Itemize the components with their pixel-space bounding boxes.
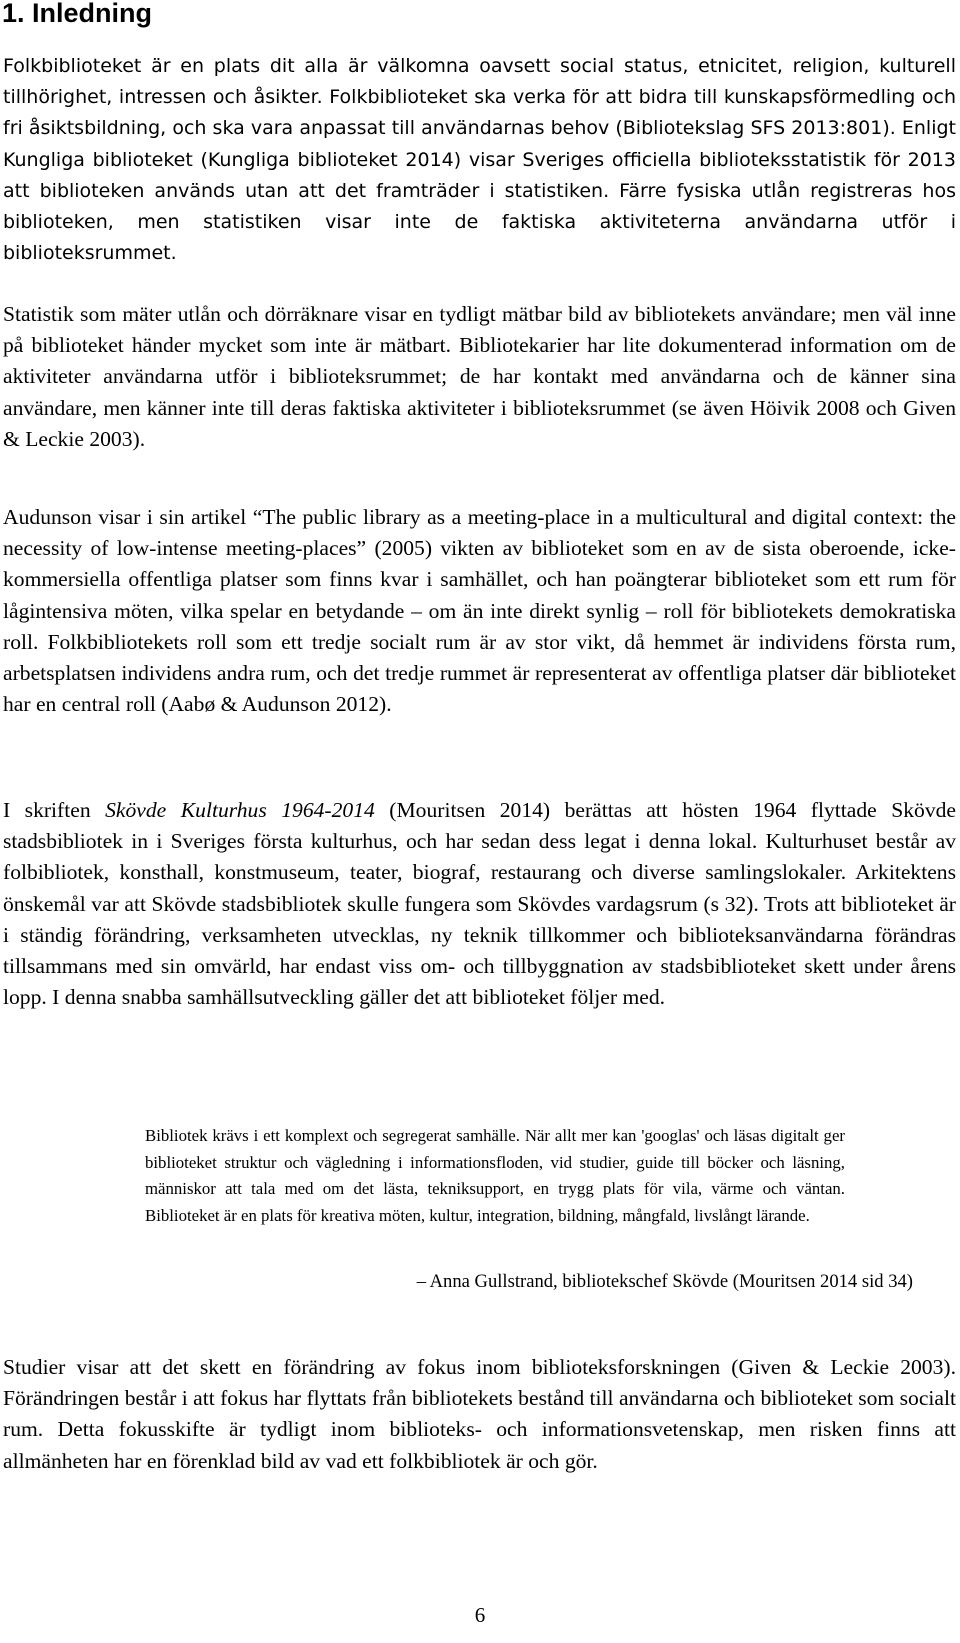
page-number: 6 [474,1603,486,1627]
paragraph-audunson: Audunson visar i sin artikel “The public library as a meeting-place in a multicultural and digital context: the necessity of low-intense meeting-places” (2005) vikten av biblioteket som en av de sista oberoende, icke-kommersiella offentliga platser som finns kvar i samhället, och han poängterar biblioteket som ett rum för lågintensiva möten, vilka spelar en betydande – om än inte direkt synlig – roll för bibliotekets demokratiska roll. Folkbibliotekets roll som ett tredje socialt rum är av stor vikt, då hemmet är individens första rum, arbetsplatsen individens andra rum, och det tredje rummet är representerat av offentliga platser där biblioteket har en central roll (Aabø & Audunson 2012). [3,505,956,717]
paragraph-skovde-lead: I skriften [3,798,106,822]
paragraph-skovde [3,795,956,1013]
paragraph-skovde-body: (Mouritsen 2014) berättas att hösten 1964 flyttade Skövde stadsbibliotek in i Sveriges första kulturhus, och har sedan dess legat i denna lokal. Kulturhuset består av folbibliotek, konsthall, konstmuseum, teater, biograf, restaurang och diverse samlingslokaler. Arkitektens önskemål var att Skövde stadsbibliotek skulle fungera som Skövdes vardagsrum (s 32). Trots att biblioteket är i ständig förändring, verksamheten utvecklas, ny teknik tillkommer och biblioteksanvändarna förändras tillsammans med sin omvärld, har endast viss om- och tillbyggnation av stadsbiblioteket skett under årens lopp. I denna snabba samhällsutveckling gäller det att biblioteket följer med. [3,798,957,1010]
section-heading: 1. Inledning [2,0,153,28]
paragraph-statistics: Statistik som mäter utlån och dörräknare visar en tydligt mätbar bild av bibliotekets användare; men väl inne på biblioteket händer mycket som inte är mätbart. Bibliotekarier har lite dokumenterad information om de aktiviteter användarna utför i biblioteksrummet; de har kontakt med användarna och de känner sina användare, men känner inte till deras faktiska aktiviteter i biblioteksrummet (se även Höivik 2008 och Given & Leckie 2003). [3,302,956,451]
paragraph-research-focus: Studier visar att det skett en förändring av fokus inom biblioteksforskningen (Given & Leckie 2003). Förändringen består i att fokus har flyttats från bibliotekets bestånd till användarna och biblioteket som socialt rum. Detta fokusskifte är tydligt inom biblioteks- och informationsvetenskap, men risken finns att allmänheten har en förenklad bild av vad ett folkbibliotek är och gör. [3,1355,956,1473]
block-quote: Bibliotek krävs i ett komplext och segregerat samhälle. När allt mer kan 'googlas' och läsas digitalt ger biblioteket struktur och vägledning i informationsfloden, vid studier, guide till böcker och läsning, människor att tala med om det lästa, tekniksupport, en trygg plats för vila, värme och väntan. Biblioteket är en plats för kreativa möten, kultur, integration, bildning, mångfald, livslångt lärande. [145,1126,845,1225]
paragraph-intro [3,51,956,269]
quote-attribution: – Anna Gullstrand, bibliotekschef Skövde (Mouritsen 2014 sid 34) [416,1271,913,1292]
paragraph-intro-text: Folkbiblioteket är en plats dit alla är välkomna oavsett social status, etnicitet, religion, kulturell tillhörighet, intressen och åsikter. Folkbiblioteket ska verka för att bidra till kunskapsförmedling och fri åsiktsbildning, och ska vara anpassat till användarnas behov (Bibliotekslag SFS 2013:801). Enligt Kungliga biblioteket (Kungliga biblioteket 2014) visar Sveriges officiella biblioteksstatistik för 2013 att biblioteken används utan att det framträder i statistiken. Färre fysiska utlån registreras hos biblioteken, men statistiken visar inte de faktiska aktiviteterna användarna utför i biblioteksrummet. [3,55,956,265]
book-title: Skövde Kulturhus 1964-2014 [105,798,375,822]
